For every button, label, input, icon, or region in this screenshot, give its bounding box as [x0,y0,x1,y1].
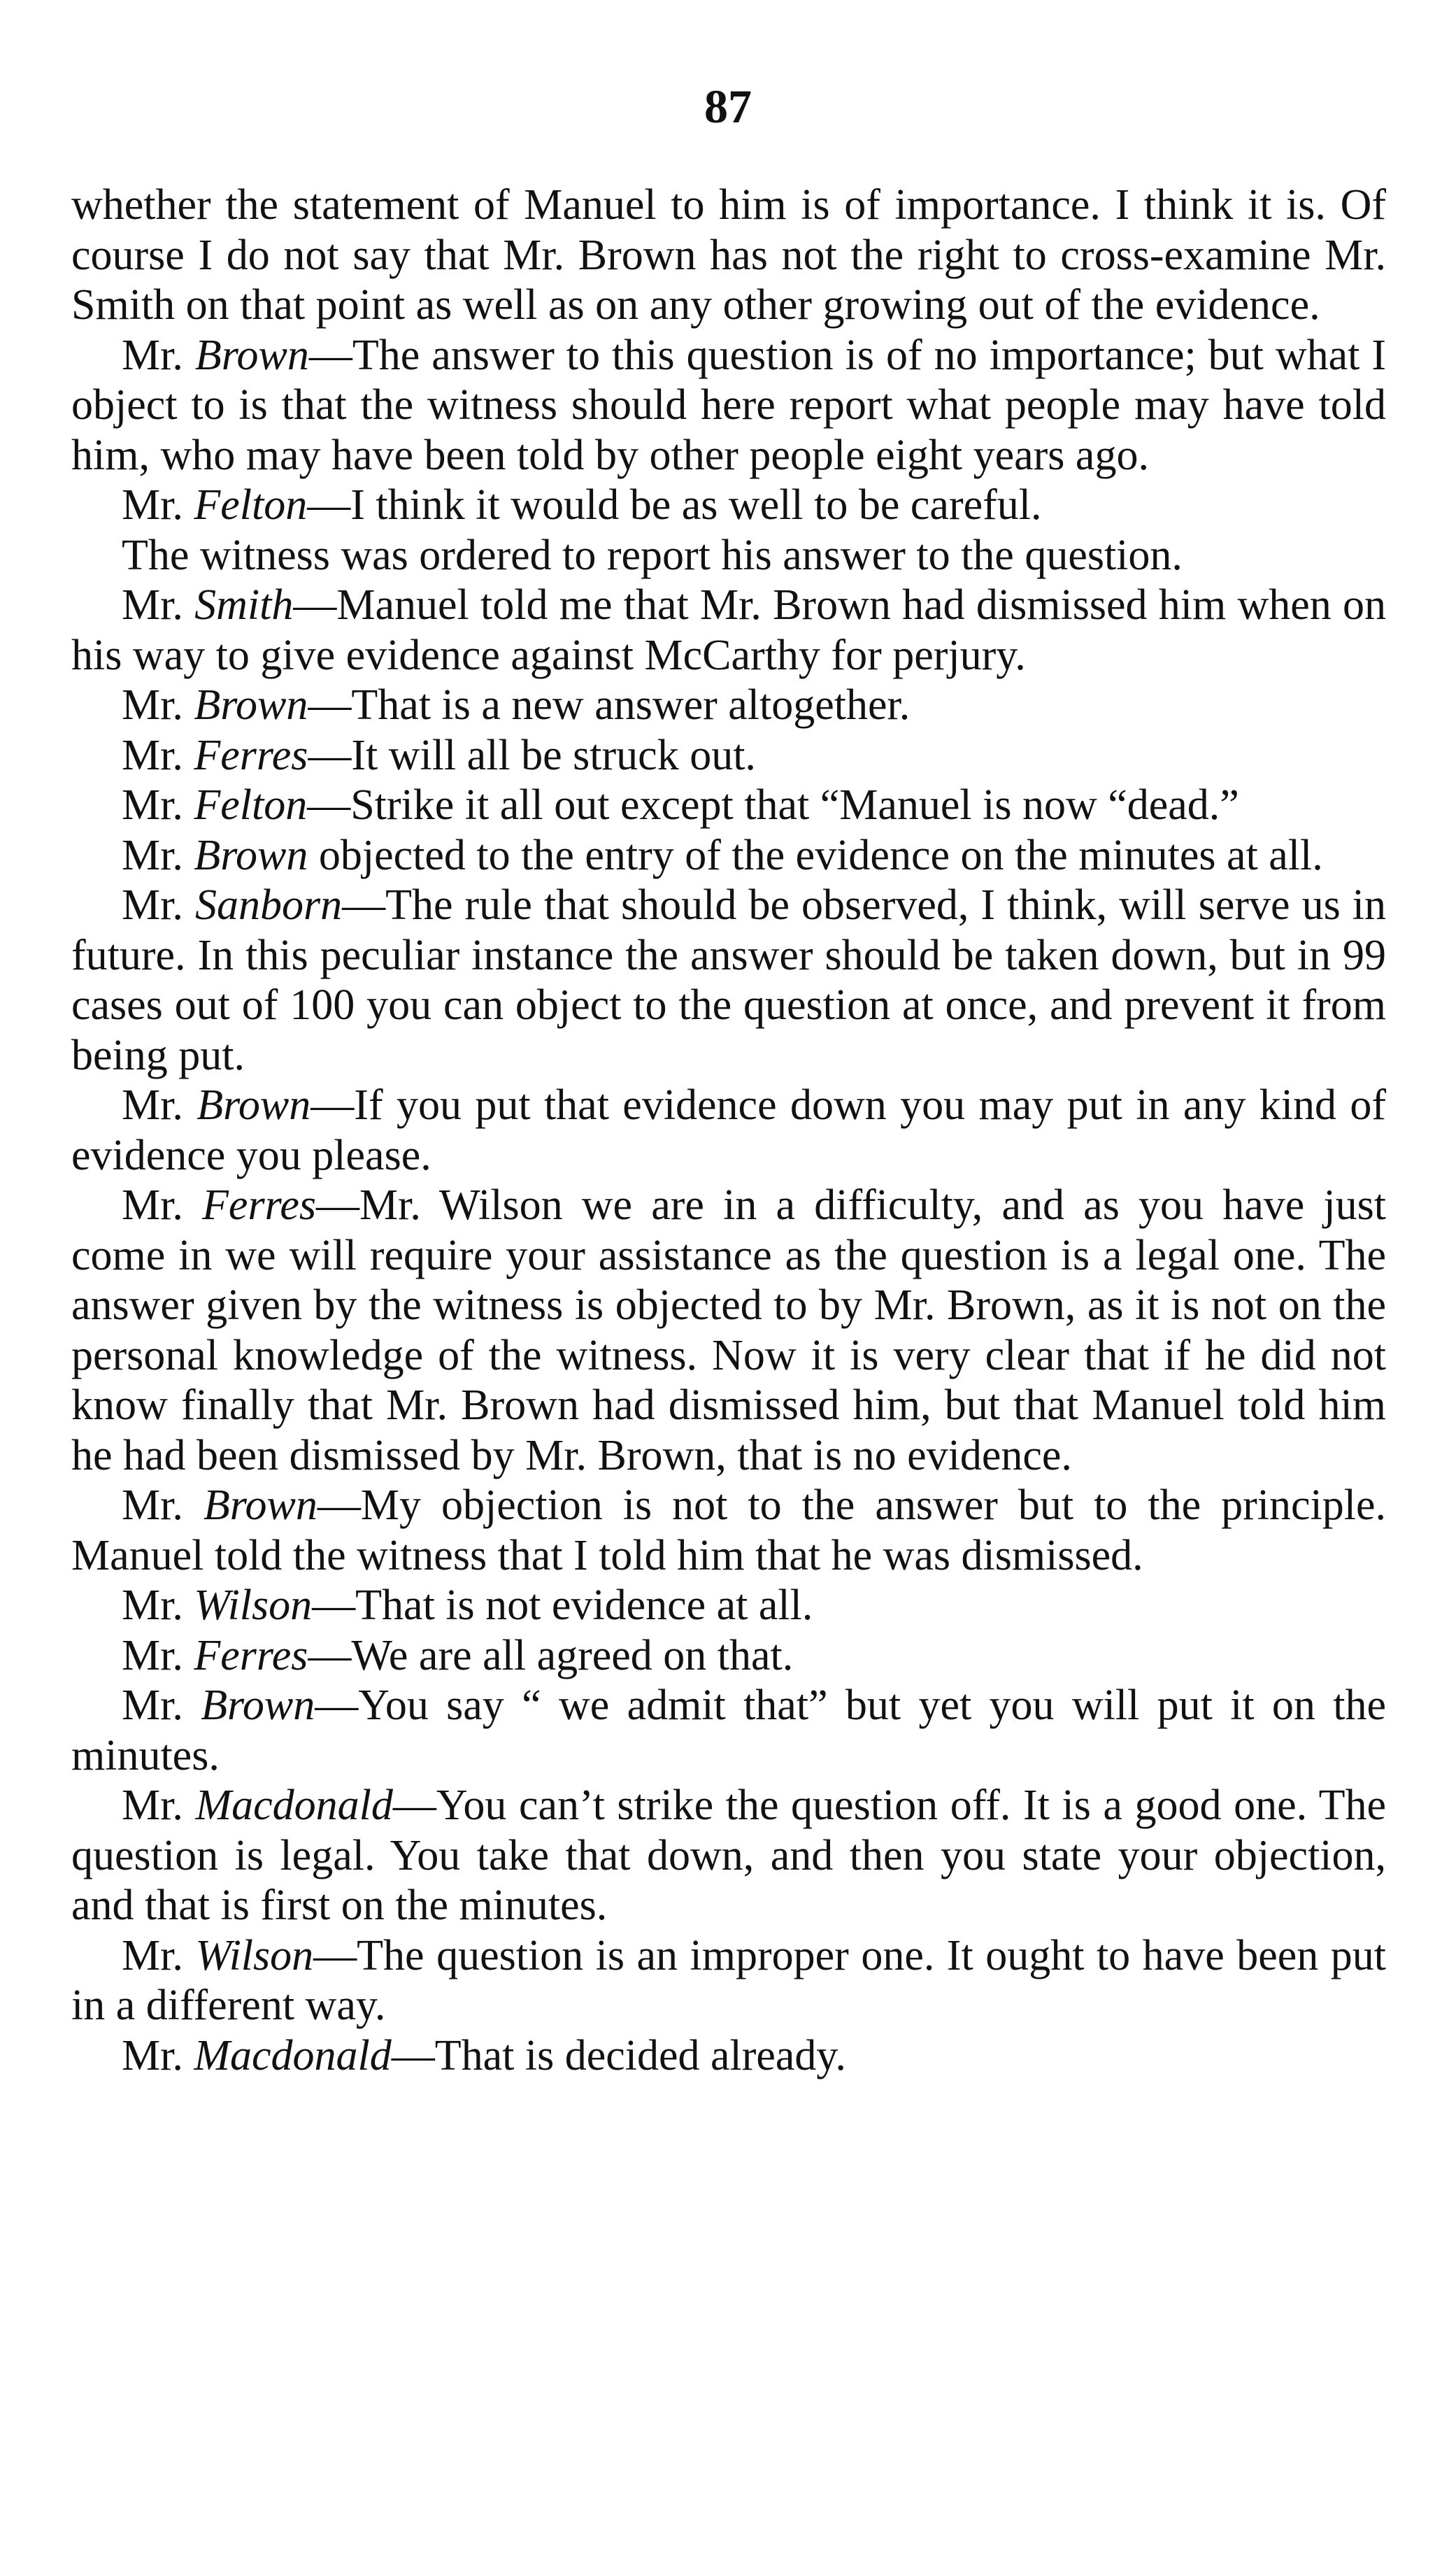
paragraph [71,831,1386,881]
paragraph-prefix: Mr. [122,581,195,629]
paragraph-text: objected to the entry of the evidence on the minutes at all. [308,831,1323,879]
speaker-name: Smith [194,581,294,629]
paragraph [71,881,1386,1081]
paragraph-prefix: Mr. [122,1681,201,1729]
speaker-name: Felton [194,481,308,529]
paragraph-text: —You say “ we admit that” but yet you will put it on the minutes. [71,1681,1386,1779]
speaker-name: Ferres [194,1631,308,1679]
paragraph [71,331,1386,481]
paragraph-prefix: Mr. [122,681,194,729]
paragraph [71,681,1386,731]
speaker-name: Brown [203,1481,317,1529]
speaker-name: Wilson [195,1931,314,1979]
paragraph-text: whether the statement of Manuel to him is of importance. I think it is. Of course I do not say that Mr. Brown has not the right to cross-examine Mr. Smith on that point as well as on any other growing out of the evidence. [71,181,1386,329]
paragraph-text: —The question is an improper one. It ought to have been put in a different way. [71,1931,1386,2029]
paragraph-prefix: Mr. [122,781,194,829]
paragraph-prefix: Mr. [122,481,194,529]
paragraph-prefix: Mr. [122,1631,194,1679]
paragraph-prefix: Mr. [122,881,195,929]
paragraph [71,1081,1386,1181]
paragraph-text: —The answer to this question is of no importance; but what I object to is that the witness should here report what people may have told him, who may have been told by other people eight years ago. [71,331,1387,479]
paragraph [71,1631,1386,1681]
paragraph-prefix: Mr. [122,1931,196,1979]
speaker-name: Brown [194,831,308,879]
speaker-name: Ferres [202,1181,317,1229]
speaker-name: Macdonald [195,1782,393,1829]
paragraph-text: —My objection is not to the answer but to the principle. Manuel told the witness that I told him that he was dismissed. [71,1481,1386,1579]
paragraph-text: —That is decided already. [391,2031,846,2079]
paragraph [71,481,1386,531]
paragraph-prefix: Mr. [122,2031,194,2079]
paragraph-prefix: Mr. [122,1081,197,1129]
paragraph-prefix: Mr. [122,731,194,779]
paragraph-text: —Strike it all out except that “Manuel is now “dead.” [307,781,1239,829]
paragraph [71,531,1386,581]
paragraph-text: —It will all be struck out. [308,731,756,779]
paragraph [71,2031,1386,2082]
speaker-name: Brown [194,681,308,729]
paragraph-text: —If you put that evidence down you may put in any kind of evidence you please. [71,1081,1386,1179]
paragraph [71,1931,1386,2031]
paragraph [71,1681,1386,1781]
page-body [71,180,1386,2081]
paragraph-text: —I think it would be as well to be careful. [307,481,1042,529]
speaker-name: Brown [194,331,309,379]
paragraph [71,581,1386,681]
speaker-name: Ferres [194,731,308,779]
paragraph-prefix: Mr. [122,1581,194,1629]
paragraph [71,1581,1386,1631]
paragraph-text: —Mr. Wilson we are in a difficulty, and as you have just come in we will require your assistance as the question is a legal one. The answer given by the witness is objected to by Mr. Brown, as it is not on the personal knowledge of the witness. Now it is very clear that if he did not know finally that Mr. Brown had dismissed him, but that Manuel told him he had been dismissed by Mr. Brown, that is no evidence. [71,1181,1386,1479]
paragraph-text: —That is a new answer altogether. [308,681,911,729]
page-number: 87 [704,80,752,133]
paragraph-text: —Manuel told me that Mr. Brown had dismissed him when on his way to give evidence against McCarthy for perjury. [71,581,1386,679]
speaker-name: Felton [194,781,308,829]
paragraph [71,1181,1386,1481]
paragraph [71,1781,1386,1931]
paragraph-prefix: Mr. [122,1181,203,1229]
speaker-name: Sanborn [194,881,343,929]
paragraph [71,781,1386,831]
paragraph-prefix: Mr. [122,831,194,879]
speaker-name: Brown [201,1681,315,1729]
paragraph-prefix: Mr. [122,1481,204,1529]
paragraph-prefix: Mr. [122,331,195,379]
speaker-name: Wilson [194,1581,313,1629]
paragraph-text: —We are all agreed on that. [308,1631,794,1679]
speaker-name: Macdonald [194,2031,392,2079]
paragraph-prefix: Mr. [122,1782,196,1829]
paragraph [71,1481,1386,1581]
paragraph-text: —You can’t strike the question off. It is a good one. The question is legal. You take that down, and then you state your objection, and that is first on the minutes. [71,1782,1386,1929]
speaker-name: Brown [197,1081,311,1129]
paragraph-text: —The rule that should be observed, I think, will serve us in future. In this peculiar instance the answer should be taken down, but in 99 cases out of 100 you can object to the question at once, and prevent it from being put. [71,881,1386,1079]
paragraph [71,731,1386,781]
paragraph [71,180,1386,331]
paragraph-text: —That is not evidence at all. [312,1581,813,1629]
paragraph-text: The witness was ordered to report his answer to the question. [122,531,1183,579]
